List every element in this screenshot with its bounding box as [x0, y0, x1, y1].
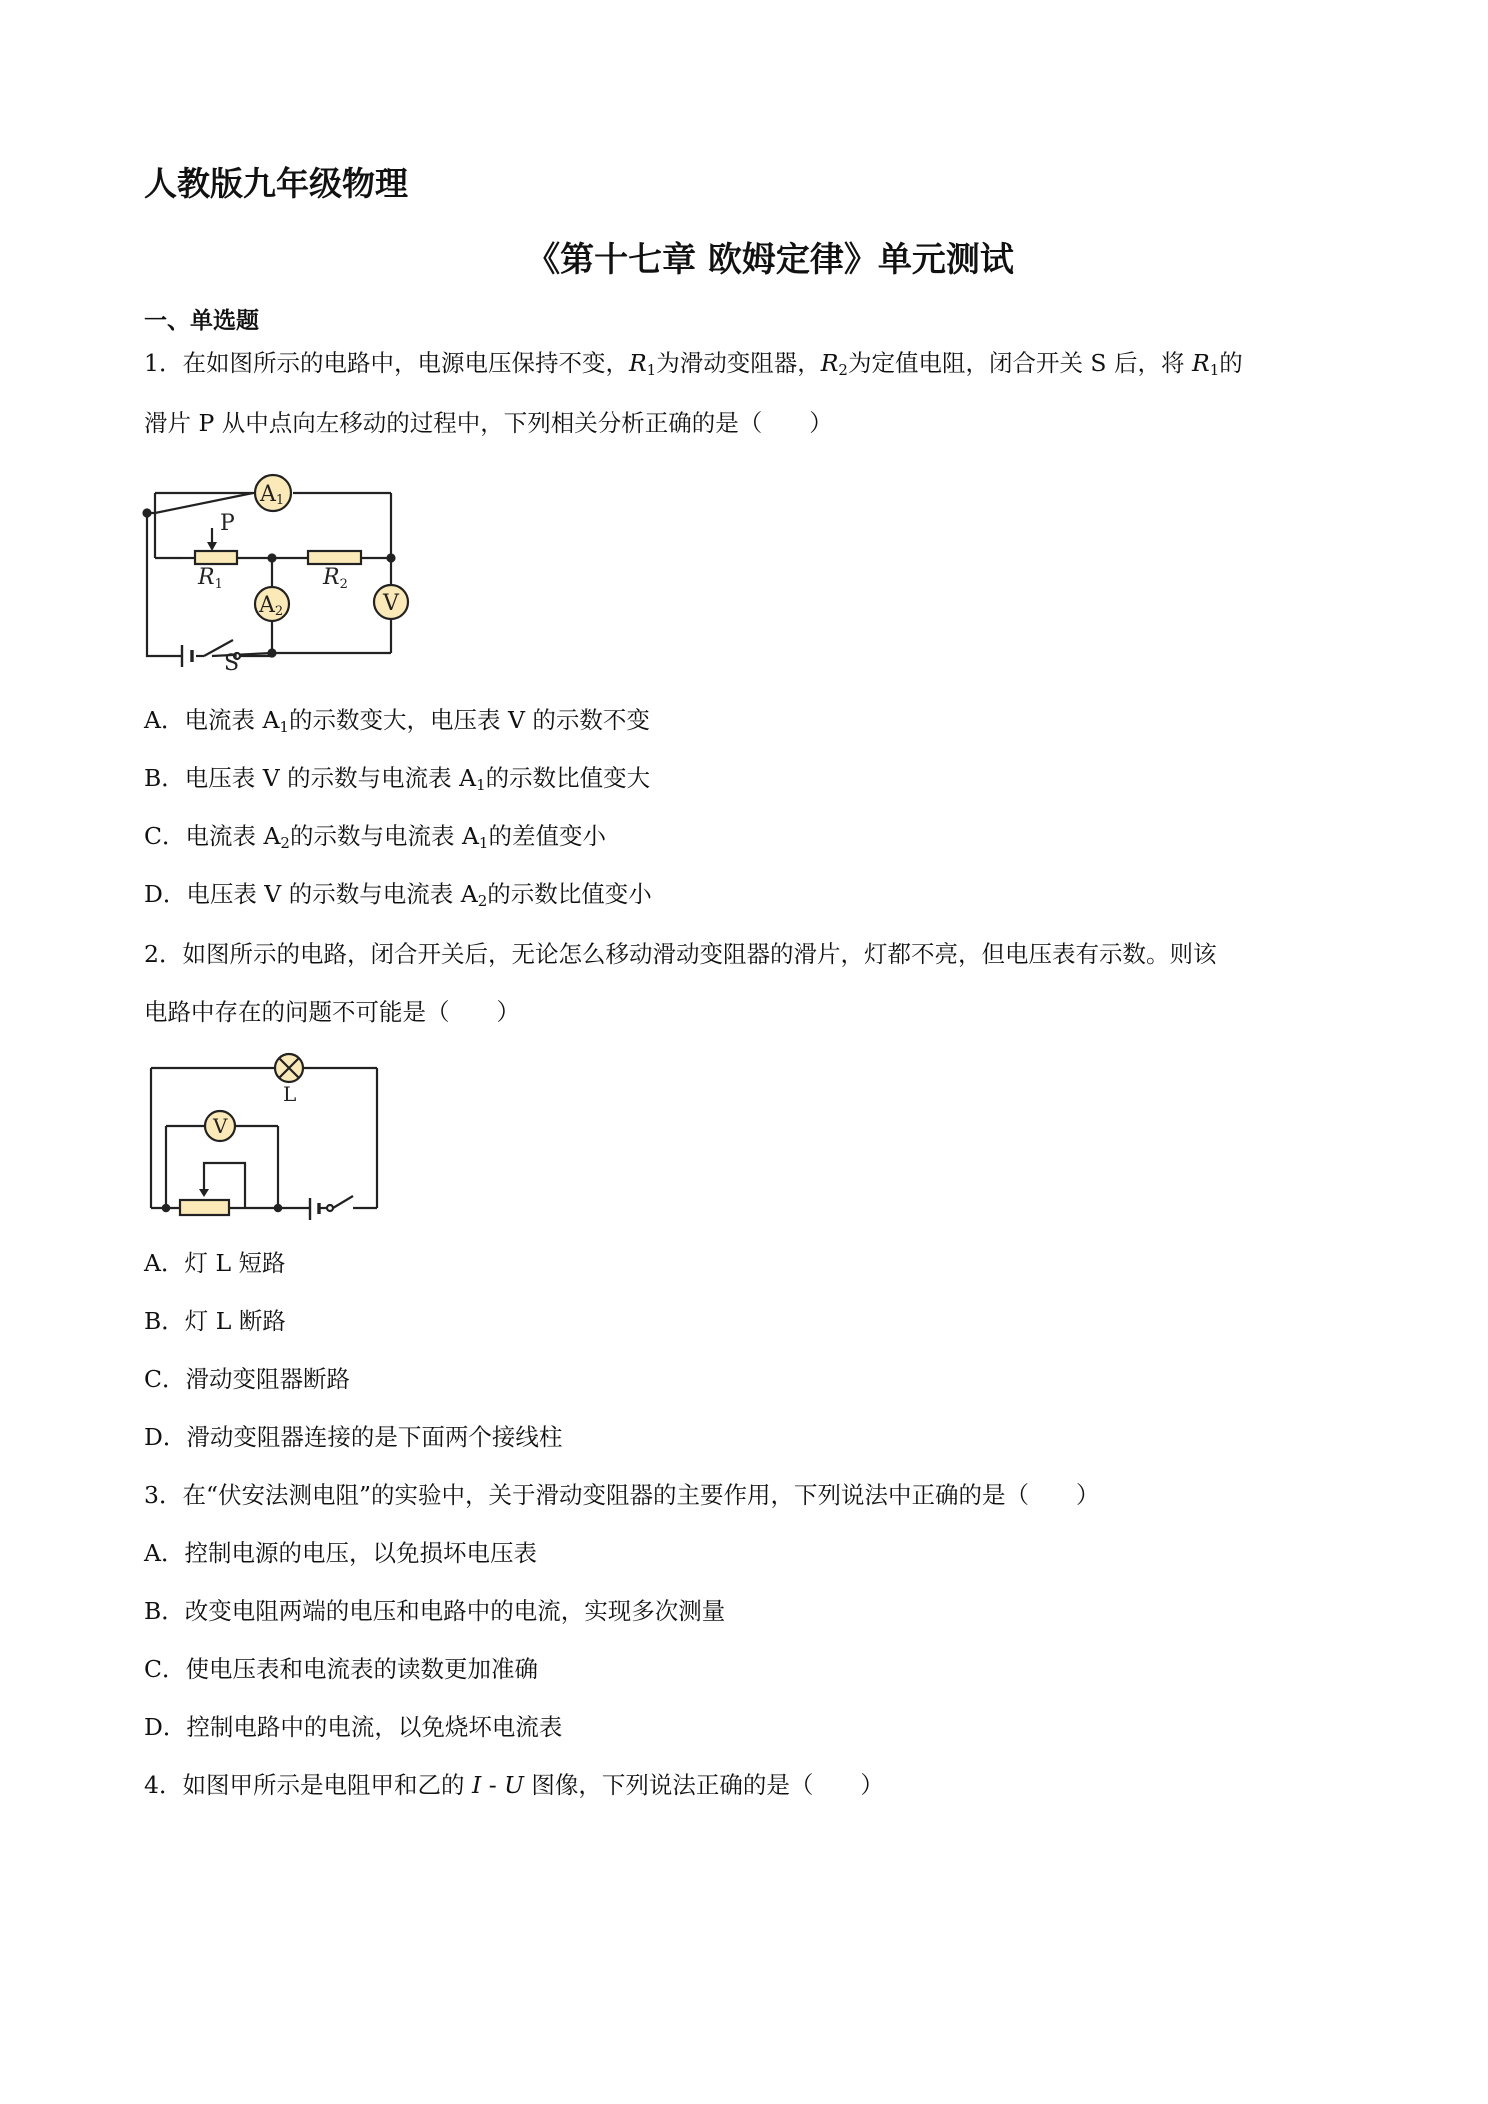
- q1-stem-line1: 1．在如图所示的电路中，电源电压保持不变，$R_1$为滑动变阻器，$R_2$为定值电阻，闭合开关 S 后，将 $R_1$的: [144, 349, 1243, 379]
- q3-option-c: C．使电压表和电流表的读数更加准确: [144, 1655, 538, 1683]
- ammeter-a1-label: A1: [260, 482, 285, 508]
- resistor-r2: [308, 551, 361, 564]
- q1-option-b: B．电压表 V 的示数与电流表 $A_1$的示数比值变大: [144, 764, 651, 794]
- q1-stem-line2: 滑片 P 从中点向左移动的过程中，下列相关分析正确的是（ ）: [144, 409, 833, 437]
- q4-stem: 4．如图甲所示是电阻甲和乙的 I - U 图像，下列说法正确的是（ ）: [144, 1771, 884, 1799]
- q1-option-c: C．电流表 $A_2$的示数与电流表 $A_1$的差值变小: [144, 822, 606, 852]
- rheostat: [180, 1200, 229, 1215]
- q3-option-a: A．控制电源的电压，以免损坏电压表: [144, 1539, 537, 1567]
- page-title: 《第十七章 欧姆定律》单元测试: [526, 240, 1014, 280]
- q2-stem-line1: 2．如图所示的电路，闭合开关后，无论怎么移动滑动变阻器的滑片，灯都不亮，但电压表有示数。则该: [144, 940, 1217, 968]
- slider-p-label: P: [220, 511, 235, 536]
- q2-circuit-diagram: [140, 1050, 390, 1225]
- r1-label: R1: [198, 565, 223, 592]
- q1-option-a: A．电流表 $A_1$的示数变大，电压表 V 的示数不变: [144, 706, 650, 736]
- section-heading: 一、单选题: [144, 308, 259, 334]
- q1-circuit-diagram: [140, 470, 410, 680]
- series-title: 人教版九年级物理: [144, 164, 408, 203]
- q2-stem-line2: 电路中存在的问题不可能是（ ）: [144, 998, 520, 1026]
- q3-stem: 3．在“伏安法测电阻”的实验中，关于滑动变阻器的主要作用，下列说法中正确的是（ ）: [144, 1481, 1100, 1509]
- resistor-r1: [195, 551, 237, 564]
- q3-option-d: D．控制电路中的电流，以免烧坏电流表: [144, 1713, 563, 1741]
- switch-s-label: S: [224, 651, 240, 676]
- lamp-label: L: [283, 1082, 297, 1106]
- q2-option-c: C．滑动变阻器断路: [144, 1365, 350, 1393]
- q2-option-b: B．灯 L 断路: [144, 1307, 286, 1335]
- q1-option-d: D．电压表 V 的示数与电流表 $A_2$的示数比值变小: [144, 880, 652, 910]
- q3-option-b: B．改变电阻两端的电压和电路中的电流，实现多次测量: [144, 1597, 726, 1625]
- q2-option-a: A．灯 L 短路: [144, 1249, 286, 1277]
- voltmeter-label: V: [213, 1114, 228, 1138]
- r2-label: R2: [323, 565, 348, 592]
- wire-left: [147, 513, 182, 656]
- voltmeter-label: V: [383, 591, 399, 616]
- q2-option-d: D．滑动变阻器连接的是下面两个接线柱: [144, 1423, 563, 1451]
- ammeter-a2-label: A2: [259, 593, 284, 619]
